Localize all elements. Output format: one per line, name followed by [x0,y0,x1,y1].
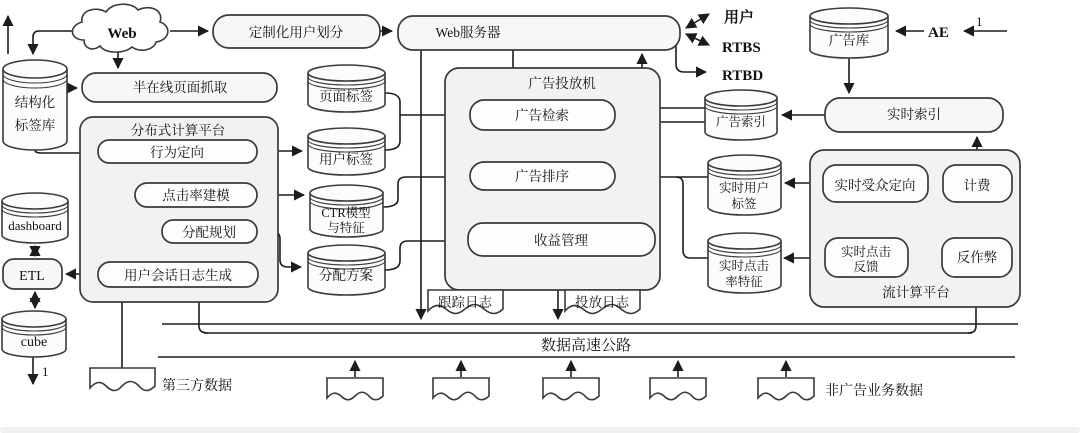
stream-platform-container [810,150,1020,307]
allocation-plan-cylinder-shape [308,245,385,261]
tracking-log-doc [428,290,503,314]
business-data-doc-shape [433,378,489,400]
ctr-model-cylinder-shape [310,185,383,201]
serving-log-doc [565,290,640,314]
ad-index-label: 广告索引 [715,115,767,129]
ctr-modeling-label: 点击率建模 [162,188,230,203]
web-cloud-label: Web [107,26,137,42]
rt-click-feedback-label-2: 反馈 [853,260,879,274]
data-highway-label: 数据高速公路 [540,338,632,354]
ctr-model-label-2: 与特征 [327,221,365,235]
rt-user-tags-label-1: 实时用户 [718,181,770,195]
etl-label: ETL [19,269,45,284]
connectors-shape [385,93,400,115]
tracking-log-label: 跟踪日志 [438,295,492,310]
custom-user-split-node [213,15,380,48]
business-data-doc [433,378,489,400]
connectors-shape [686,14,709,28]
dashboard-label: dashboard [8,218,62,233]
ad-server-container [445,68,660,290]
page-tags-cylinder-shape [308,65,385,81]
rtbs-label: RTBS [722,40,761,56]
rt-user-tags-cylinder-shape [708,155,781,171]
connectors-shape [676,177,708,258]
cube-cylinder-shape [2,311,66,327]
connectors-shape [385,115,400,150]
business-data-doc-shape [543,378,599,400]
rt-audience-targeting-label: 实时受众定向 [834,178,916,193]
allocation-planning-label: 分配规划 [182,225,236,240]
ad-retrieval-label: 广告检索 [515,108,569,123]
page-tags-label: 页面标签 [319,89,373,104]
user-tags-label: 用户标签 [319,152,373,167]
batch-platform-container [80,117,278,302]
business-data-doc [327,378,383,400]
page-tags-cylinder [308,65,385,112]
rt-ctr-features-label-2: 率特征 [725,275,763,289]
ad-db-cylinder-shape [810,8,888,24]
anti-fraud-label: 反作弊 [956,250,998,265]
realtime-index-node [825,98,1003,132]
rt-ctr-features-label-1: 实时点击 [718,259,770,273]
batch-platform-title: 分布式计算平台 [130,123,226,138]
dashboard-cylinder-shape [2,193,68,209]
cube-label: cube [20,335,48,350]
semi-online-crawl-label: 半在线页面抓取 [132,80,228,95]
structured-tag-lib-label-1: 结构化 [14,95,56,110]
structured-tag-lib-cylinder-shape [3,60,67,78]
ad-index-cylinder-shape [705,90,777,106]
etl-node [3,259,62,289]
dashboard-cylinder [2,193,68,243]
business-data-doc-shape [327,378,383,400]
stream-platform-title: 流计算平台 [882,285,950,300]
ad-ranking-label: 广告排序 [515,169,569,184]
ad-server-title: 广告投放机 [528,76,596,91]
yield-mgmt-label: 收益管理 [534,233,588,248]
business-data-doc [758,378,814,400]
cube-cylinder [2,311,66,357]
rt-ctr-features-cylinder [708,233,781,293]
realtime-index-label: 实时索引 [887,107,941,122]
billing-label: 计费 [963,178,991,193]
ad-db-cylinder [810,8,888,58]
third-party-data-doc [90,368,232,394]
connector-1-top-label: 1 [976,14,983,29]
web-server-label: Web服务器 [435,25,501,40]
allocation-plan-label: 分配方案 [319,268,373,283]
third-party-data-doc-shape [90,368,155,391]
business-data-doc [650,378,706,400]
rt-ctr-features-cylinder-shape [708,233,781,249]
user-label: 用户 [724,10,755,26]
user-tags-cylinder-shape [308,128,385,144]
custom-user-split-label: 定制化用户划分 [248,25,344,40]
ctr-model-cylinder [310,185,383,237]
third-party-data-label: 第三方数据 [162,379,232,394]
connectors-shape [686,34,709,45]
rt-click-feedback-label-1: 实时点击 [840,245,892,259]
behavior-targeting-label: 行为定向 [150,145,204,160]
structured-tag-lib-label-2: 标签库 [14,118,56,133]
connector-1-bottom-label: 1 [42,364,49,379]
ctr-model-label-1: CTR模型 [321,206,371,220]
structured-tag-lib-cylinder [3,60,67,150]
allocation-plan-cylinder [308,245,385,295]
image-edge [0,427,1080,433]
web-cloud [72,4,167,52]
rtbd-label: RTBD [722,68,764,84]
rt-user-tags-cylinder [708,155,781,215]
connectors-shape [33,31,76,54]
ad-db-label: 广告库 [828,33,870,48]
non-ad-business-data-label: 非广告业务数据 [825,384,923,399]
business-data-doc-shape [758,378,814,400]
ad-index-cylinder [705,90,777,140]
semi-online-crawl-node [82,73,277,102]
business-data-doc-shape [650,378,706,400]
session-log-gen-label: 用户会话日志生成 [124,268,232,283]
rt-user-tags-label-2: 标签 [731,197,757,211]
web-server-node [398,16,680,50]
serving-log-label: 投放日志 [575,295,629,310]
business-data-doc [543,378,599,400]
ae-label: AE [928,25,949,41]
user-tags-cylinder [308,128,385,175]
